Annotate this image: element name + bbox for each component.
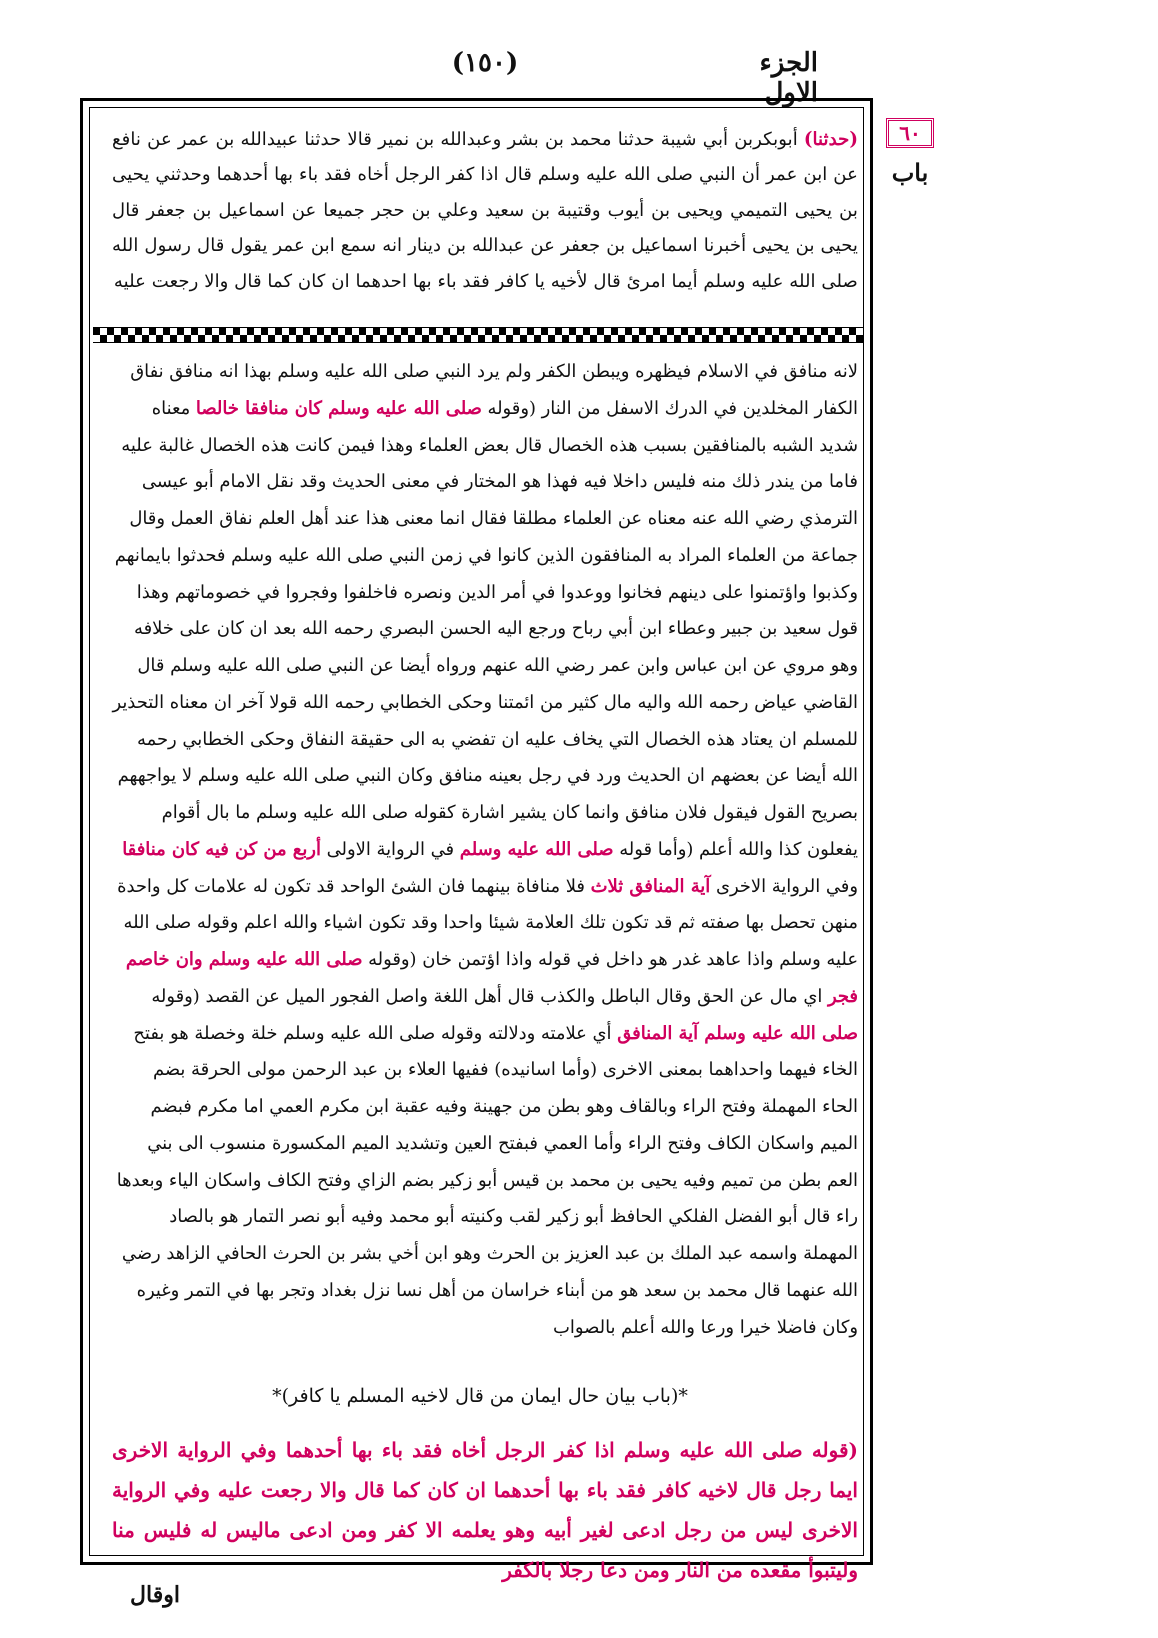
- volume-title: الجزء الاول: [759, 48, 818, 108]
- quote-open: (وقوله: [487, 397, 536, 419]
- margin-chapter-number: ٦٠: [886, 118, 934, 148]
- commentary-paragraph: [112, 354, 858, 1346]
- commentary-segment: وفي الرواية الاخرى: [715, 875, 858, 897]
- margin-chapter-label: باب: [891, 158, 929, 187]
- hadith-opening: (حدثنا): [803, 129, 858, 150]
- highlighted-quote: آية المنافق ثلاث: [590, 875, 711, 897]
- commentary-segment: أي علامته ودلالته وقوله صلى الله عليه وسلم خلة وخصلة هو بفتح الخاء فيهما واحداهما بمعنى الاخرى (وأما اسانيده) ففيها العلاء بن عبد الرحمن مولى الحرقة بضم الحاء المهملة وفتح الراء وبالقاف وهو بطن من جهينة وفيه عقبة ابن مكرم العمي اما مكرم فبضم الميم واسكان الكاف وفتح الراء وأما العمي فبفتح العين وتشديد الميم المكسورة منسوب الى بني العم بطن من تميم وفيه يحيى بن محمد بن قيس أبو زكير بضم الزاي وفتح الكاف واسكان الياء وبعدها راء قال أبو الفضل الفلكي الحافظ أبو زكير لقب وكنيته أبو محمد وفيه أبو نصر التمار هو بالصاد المهملة واسمه عبد الملك بن عبد العزيز بن الحرث وهو ابن أخي بشر بن الحرث الحافي الزاهد رضي الله عنهما قال محمد بن سعد هو من أبناء خراسان من أهل نسا نزل بغداد وتجر بها في التمر وغيره وكان فاضلا خيرا ورعا والله أعلم بالصواب: [116, 1022, 858, 1338]
- commentary-segment: فلا منافاة بينهما فان الشئ الواحد قد تكون له علامات كل واحدة منهن تحصل بها صفته ثم قد تكون تلك العلامة شيئا واحدا وقد تكون اشياء والله اعلم وقوله صلى الله عليه وسلم واذا عاهد غدر هو داخل في قوله واذا اؤتمن خان: [117, 875, 858, 970]
- highlighted-quote: أربع من كن فيه كان منافقا: [122, 838, 321, 860]
- commentary-segment: في الرواية الاولى: [326, 838, 455, 860]
- page-number: (١٥٠): [451, 48, 519, 78]
- quote-open: (وقوله: [151, 985, 200, 1007]
- commentary-text: [112, 354, 858, 1359]
- catchword: اوقال: [130, 1582, 180, 1608]
- commentary-segment: اي مال عن الحق وقال الباطل والكذب قال أهل اللغة واصل الفجور الميل عن القصد: [205, 985, 823, 1007]
- highlighted-quote: صلى الله عليه وسلم كان منافقا خالصا: [195, 397, 482, 419]
- highlighted-quote: صلى الله عليه وسلم آية المنافق: [617, 1022, 858, 1044]
- commentary-segment: لانه منافق في الاسلام فيظهره ويبطن الكفر ولم يرد النبي صلى الله عليه وسلم بهذا انه منافق نفاق الكفار المخلدين في الدرك الاسفل من النار: [130, 361, 858, 419]
- hadith-text: [112, 122, 858, 318]
- ornamental-divider: [93, 327, 863, 343]
- quote-open: (وقوله: [368, 949, 417, 970]
- closing-hadith: (قوله صلى الله عليه وسلم اذا كفر الرجل أخاه فقد باء بها أحدهما وفي الرواية الاخرى ايما رجل قال لاخيه كافر فقد باء بها أحدهما ان كان كما قال والا رجعت عليه وفي الرواية الاخرى ليس من رجل ادعى لغير أبيه وهو يعلمه الا كفر ومن ادعى ماليس له فليس منا وليتبوأ مقعده من النار ومن دعا رجلا بالكفر: [112, 1438, 858, 1582]
- highlighted-quote: صلى الله عليه وسلم: [459, 838, 614, 860]
- commentary-segment: معناه شديد الشبه بالمنافقين بسبب هذه الخصال قال بعض العلماء وهذا فيمن كانت هذه الخصال غالبة عليه فاما من يندر ذلك منه فليس داخلا فيه فهذا هو المختار في معنى الحديث وقد نقل الامام أبو عيسى الترمذي رضي الله عنه معناه عن العلماء مطلقا فقال انما معنى هذا عند أهل العلم نفاق العمل وقال جماعة من العلماء المراد به المنافقون الذين كانوا في زمن النبي صلى الله عليه وسلم فحدثوا بايمانهم وكذبوا واؤتمنوا على دينهم فخانوا ووعدوا في أمر الدين ونصره فاخلفوا وفجروا في خصوماتهم وهذا قول سعيد بن جبير وعطاء ابن أبي رباح ورجع اليه الحسن البصري رحمه الله بعد ان كان على خلافه وهو مروي عن ابن عباس وابن عمر رضي الله عنهم ورواه أيضا عن النبي صلى الله عليه وسلم قال القاضي عياض رحمه الله واليه مال كثير من ائمتنا وحكى الخطابي رحمه الله قولا آخر ان معناه التحذير للمسلم ان يعتاد هذه الخصال التي يخاف عليه ان تفضي به الى حقيقة النفاق وحكى الخطابي رحمه الله أيضا عن بعضهم ان الحديث ورد في رجل بعينه منافق وكان النبي صلى الله عليه وسلم لا يواجههم بصريح القول فيقول فلان منافق وانما كان يشير اشارة كقوله صلى الله عليه وسلم ما بال أقوام يفعلون كذا والله أعلم: [112, 397, 858, 860]
- highlighted-quote: صلى الله عليه وسلم وان خاصم فجر: [125, 949, 858, 1007]
- chapter-heading: *(باب بيان حال ايمان من قال لاخيه المسلم يا كافر)*: [272, 1385, 688, 1407]
- quote-open: (وأما قوله: [619, 838, 694, 860]
- hadith-body: أبوبكربن أبي شيبة حدثنا محمد بن بشر وعبدالله بن نمير قالا حدثنا عبيدالله بن عمر عن نافع عن ابن عمر أن النبي صلى الله عليه وسلم قال اذا كفر الرجل أخاه فقد باء بها أحدهما وحدثني يحيى بن يحيى التميمي ويحيى بن أيوب وقتيبة بن سعيد وعلي بن حجر جميعا عن اسماعيل بن جعفر قال يحيى بن يحيى أخبرنا اسماعيل بن جعفر عن عبدالله بن دينار انه سمع ابن عمر يقول قال رسول الله صلى الله عليه وسلم أيما امرئ قال لأخيه يا كافر فقد باء بها احدهما ان كان كما قال والا رجعت عليه: [112, 129, 858, 292]
